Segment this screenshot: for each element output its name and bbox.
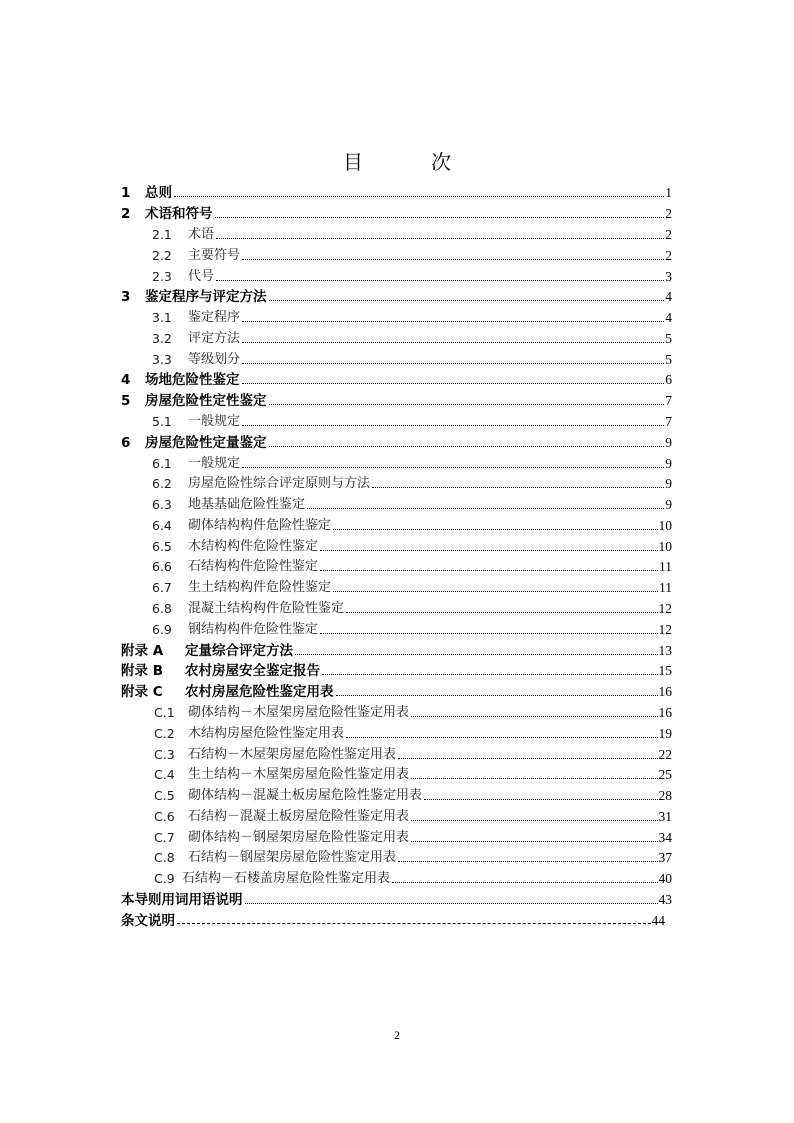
- toc-entry[interactable]: [121, 889, 672, 909]
- toc-page: 12: [658, 601, 672, 616]
- toc-number: 6.2: [152, 476, 172, 491]
- toc-title: 地基基础危险性鉴定: [188, 497, 306, 512]
- toc-page: 25: [658, 767, 672, 782]
- toc-entry[interactable]: [154, 744, 672, 764]
- toc-entry[interactable]: [121, 432, 672, 452]
- toc-title: 评定方法: [188, 331, 241, 346]
- toc-entry[interactable]: [154, 764, 672, 784]
- toc-leader: [174, 196, 664, 197]
- toc-title: 石结构－钢屋架房屋危险性鉴定用表: [188, 850, 397, 865]
- toc-page: 43: [658, 892, 672, 907]
- toc-leader: [307, 508, 664, 509]
- toc-page: 11: [659, 580, 672, 595]
- toc-page: 2: [665, 227, 672, 242]
- toc-page: 2: [665, 206, 672, 221]
- toc-leader: [216, 280, 664, 281]
- toc-number: 3.3: [152, 352, 172, 367]
- toc-page: 5: [665, 331, 672, 346]
- toc-number: 3.2: [152, 331, 172, 346]
- toc-title: 砌体结构构件危险性鉴定: [188, 518, 332, 533]
- toc-leader: [320, 550, 657, 551]
- toc-entry[interactable]: [154, 827, 672, 847]
- toc-leader: [242, 467, 664, 468]
- toc-number: 5.1: [152, 414, 172, 429]
- toc-entry[interactable]: [121, 640, 672, 660]
- toc-title: 代号: [188, 269, 215, 284]
- toc-page: 9: [665, 435, 672, 450]
- toc-leader: [269, 404, 665, 405]
- toc-number: C.8: [154, 850, 175, 865]
- toc-title: 等级划分: [188, 352, 241, 367]
- toc-number: 2: [121, 206, 131, 222]
- toc-entry[interactable]: [152, 473, 672, 493]
- toc-number: 6.3: [152, 497, 172, 512]
- toc-title: 砌体结构－混凝土板房屋危险性鉴定用表: [188, 788, 423, 803]
- toc-number: 6.4: [152, 518, 172, 533]
- toc-leader: [411, 716, 657, 717]
- toc-page: 4: [665, 289, 672, 304]
- toc-number: C.9: [154, 871, 175, 886]
- toc-leader: [398, 758, 657, 759]
- toc-entry[interactable]: [121, 182, 672, 202]
- toc-entry[interactable]: [152, 619, 672, 639]
- toc-title: 房屋危险性综合评定原则与方法: [188, 476, 371, 491]
- toc-number: 附录 A: [121, 643, 164, 659]
- toc-leader: [215, 217, 665, 218]
- toc-title: 石结构构件危险性鉴定: [188, 559, 319, 574]
- toc-title: 农村房屋危险性鉴定用表: [185, 684, 334, 700]
- toc-entry[interactable]: [152, 224, 672, 244]
- toc-page: 7: [665, 393, 672, 408]
- toc-title: 主要符号: [188, 248, 241, 263]
- toc-title: 鉴定程序: [188, 310, 241, 325]
- toc-leader: [320, 570, 658, 571]
- toc-entry[interactable]: [121, 203, 672, 223]
- toc-leader: [424, 799, 657, 800]
- toc-page: 28: [658, 788, 672, 803]
- toc-title: 钢结构构件危险性鉴定: [188, 622, 319, 637]
- toc-leader: [242, 425, 664, 426]
- toc-title: 房屋危险性定性鉴定: [145, 393, 267, 409]
- toc-entry[interactable]: [154, 847, 672, 867]
- toc-leader: [411, 841, 657, 842]
- toc-title: 石结构－石楼盖房屋危险性鉴定用表: [182, 871, 391, 886]
- toc-entry[interactable]: [121, 910, 665, 930]
- toc-leader: [269, 446, 665, 447]
- toc-page: 1: [665, 185, 672, 200]
- toc-title: 条文说明: [121, 913, 175, 929]
- toc-title: 术语和符号: [145, 206, 213, 222]
- toc-page: 31: [658, 809, 672, 824]
- toc-entry[interactable]: [154, 723, 672, 743]
- toc-leader: [242, 342, 664, 343]
- toc-title: 砌体结构－木屋架房屋危险性鉴定用表: [188, 705, 410, 720]
- toc-entry[interactable]: [152, 536, 672, 556]
- toc-number: 2.1: [152, 227, 172, 242]
- toc-entry[interactable]: [152, 515, 672, 535]
- toc-number: C.7: [154, 830, 175, 845]
- toc-entry[interactable]: [152, 494, 672, 514]
- toc-leader: [322, 674, 658, 675]
- toc-number: C.6: [154, 809, 175, 824]
- toc-page: 3: [665, 269, 672, 284]
- toc-page: 13: [658, 643, 672, 658]
- toc-leader: [346, 612, 657, 613]
- toc-number: 6.6: [152, 559, 172, 574]
- toc-leader: [411, 820, 657, 821]
- toc-entry[interactable]: [121, 681, 672, 701]
- toc-title: 鉴定程序与评定方法: [145, 289, 267, 305]
- toc-page: 7: [665, 414, 672, 429]
- toc-page: 40: [658, 871, 672, 886]
- toc-page: 5: [665, 352, 672, 367]
- toc-leader: [372, 487, 664, 488]
- toc-page: 2: [665, 248, 672, 263]
- toc-title: 场地危险性鉴定: [145, 372, 240, 388]
- toc-leader: [216, 238, 664, 239]
- toc-entry[interactable]: [152, 307, 672, 327]
- toc-number: C.4: [154, 767, 175, 782]
- toc-page: 11: [659, 559, 672, 574]
- toc-title: 木结构构件危险性鉴定: [188, 539, 319, 554]
- toc-title: 砌体结构－钢屋架房屋危险性鉴定用表: [188, 830, 410, 845]
- toc-number: 3.1: [152, 310, 172, 325]
- toc-number: 6.7: [152, 580, 172, 595]
- toc-page: 6: [665, 372, 672, 387]
- toc-title: 混凝土结构构件危险性鉴定: [188, 601, 345, 616]
- toc-number: 附录 B: [121, 663, 163, 679]
- toc-number: 6: [121, 435, 131, 451]
- toc-number: 2.3: [152, 269, 172, 284]
- toc-entry[interactable]: [154, 702, 672, 722]
- toc-number: C.3: [154, 747, 175, 762]
- toc-page: 19: [658, 726, 672, 741]
- toc-page: 10: [658, 518, 672, 533]
- toc-entry[interactable]: [152, 266, 672, 286]
- toc-entry[interactable]: [154, 806, 672, 826]
- toc-entry[interactable]: [152, 453, 672, 473]
- toc-entry[interactable]: [152, 328, 672, 348]
- toc-title: 一般规定: [188, 414, 241, 429]
- toc-page: 16: [658, 705, 672, 720]
- toc-entry[interactable]: [121, 369, 672, 389]
- toc-number: 1: [121, 185, 131, 201]
- toc-title: 石结构－木屋架房屋危险性鉴定用表: [188, 747, 397, 762]
- toc-page: 12: [658, 622, 672, 637]
- toc-number: 6.1: [152, 456, 172, 471]
- toc-number: 5: [121, 393, 131, 409]
- toc-leader: [242, 383, 665, 384]
- toc-title: 农村房屋安全鉴定报告: [185, 663, 320, 679]
- toc-leader: [411, 778, 657, 779]
- toc-leader: [398, 861, 657, 862]
- toc-leader: [320, 633, 657, 634]
- toc-entry[interactable]: [121, 660, 672, 680]
- toc-page: 16: [658, 684, 672, 699]
- toc-leader: [333, 591, 658, 592]
- toc-entry[interactable]: [154, 868, 672, 888]
- toc-page: 34: [658, 830, 672, 845]
- toc-page: 22: [658, 747, 672, 762]
- toc-entry[interactable]: [121, 286, 672, 306]
- page-number: 2: [394, 1028, 400, 1042]
- toc-number: 3: [121, 289, 131, 305]
- toc-leader: [295, 654, 658, 655]
- toc-page: 9: [665, 476, 672, 491]
- toc-number: 2.2: [152, 248, 172, 263]
- toc-leader: [269, 300, 665, 301]
- toc-leader: [346, 737, 657, 738]
- toc-page: 9: [665, 497, 672, 512]
- toc-title: 总则: [145, 185, 172, 201]
- page-title: 目 次: [343, 150, 475, 174]
- toc-entry[interactable]: [152, 598, 672, 618]
- toc-title: 生土结构－木屋架房屋危险性鉴定用表: [188, 767, 410, 782]
- toc-page: 10: [658, 539, 672, 554]
- toc-leader: [177, 923, 651, 924]
- toc-entry[interactable]: [152, 411, 672, 431]
- toc-number: C.5: [154, 788, 175, 803]
- toc-title: 本导则用词用语说明: [121, 892, 243, 908]
- toc-page: 44: [651, 913, 665, 928]
- toc-entry[interactable]: [152, 245, 672, 265]
- toc-leader: [242, 321, 664, 322]
- toc-page: 4: [665, 310, 672, 325]
- toc-entry[interactable]: [152, 577, 672, 597]
- toc-leader: [242, 363, 664, 364]
- toc-number: 4: [121, 372, 131, 388]
- toc-entry[interactable]: [152, 556, 672, 576]
- toc-number: 6.5: [152, 539, 172, 554]
- toc-title: 术语: [188, 227, 215, 242]
- toc-entry[interactable]: [154, 785, 672, 805]
- toc-entry[interactable]: [121, 390, 672, 410]
- toc-number: 附录 C: [121, 684, 163, 700]
- toc-title: 生土结构构件危险性鉴定: [188, 580, 332, 595]
- toc-title: 石结构－混凝土板房屋危险性鉴定用表: [188, 809, 410, 824]
- toc-page: 15: [658, 663, 672, 678]
- toc-entry[interactable]: [152, 349, 672, 369]
- toc-page: 37: [658, 850, 672, 865]
- toc-leader: [333, 529, 657, 530]
- toc-number: 6.8: [152, 601, 172, 616]
- toc-leader: [242, 259, 664, 260]
- toc-leader: [392, 882, 657, 883]
- toc-title: 一般规定: [188, 456, 241, 471]
- toc-title: 木结构房屋危险性鉴定用表: [188, 726, 345, 741]
- toc-leader: [245, 903, 658, 904]
- toc-number: C.1: [154, 705, 175, 720]
- toc-title: 定量综合评定方法: [185, 643, 293, 659]
- toc-number: 6.9: [152, 622, 172, 637]
- toc-page: 9: [665, 456, 672, 471]
- toc-title: 房屋危险性定量鉴定: [145, 435, 267, 451]
- toc-leader: [336, 695, 658, 696]
- toc-number: C.2: [154, 726, 175, 741]
